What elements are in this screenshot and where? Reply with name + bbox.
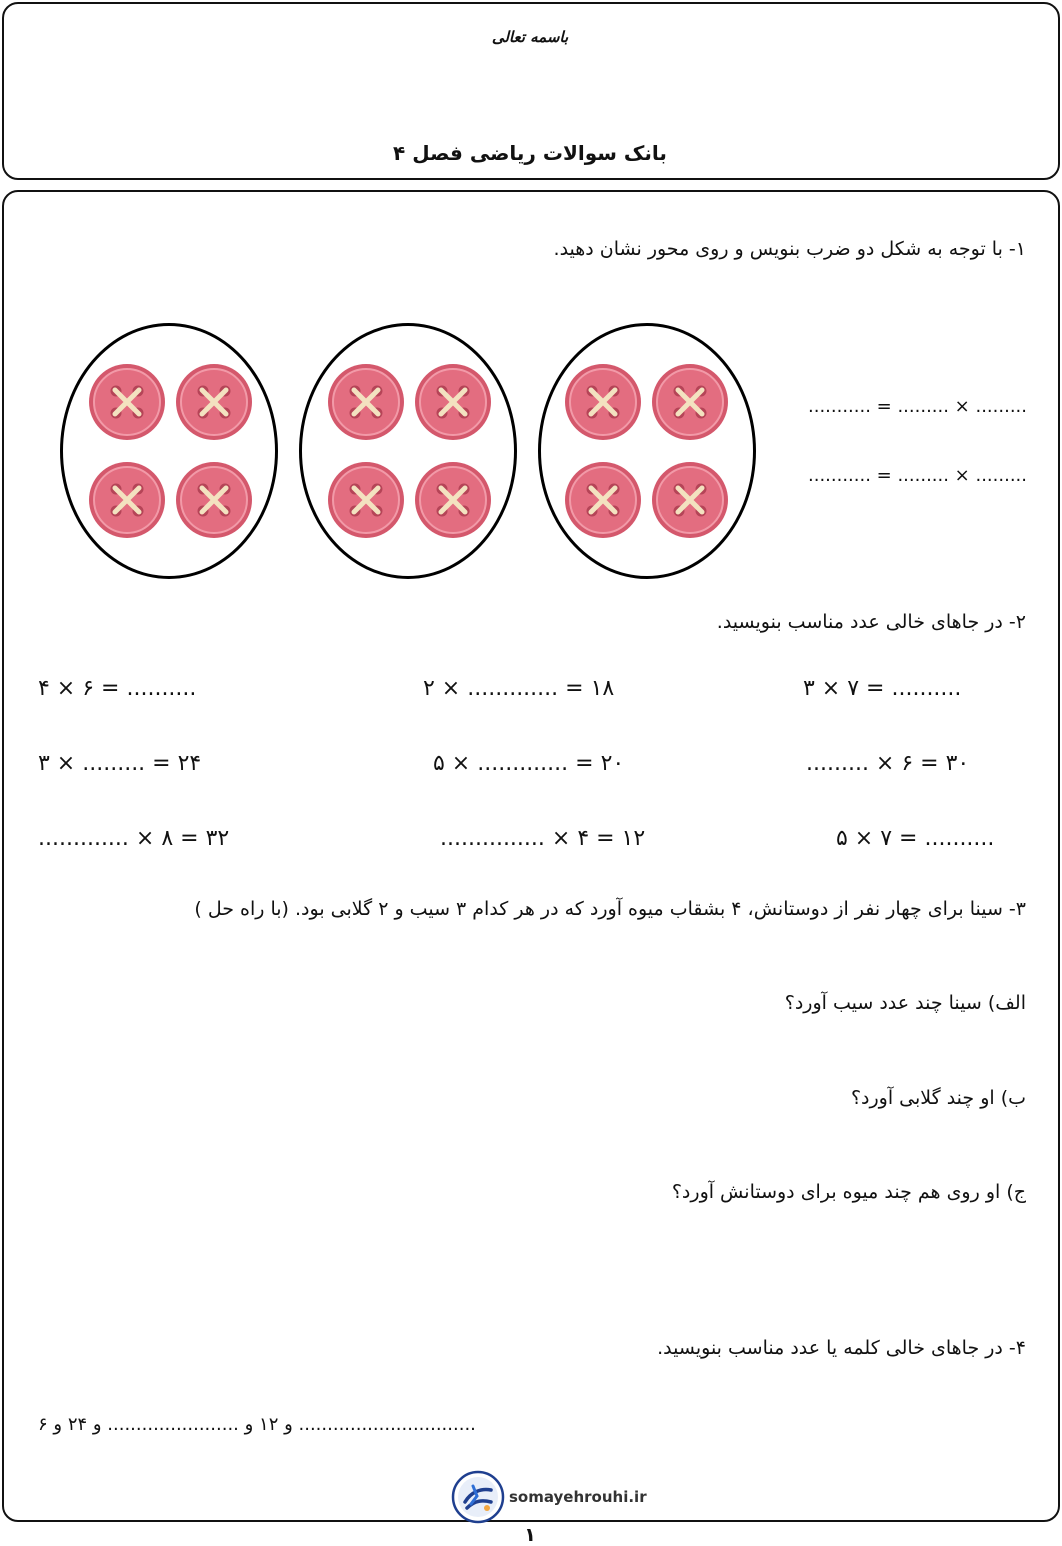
q2-item: ......... × ۶ = ۳۰ <box>806 751 970 776</box>
button-icon <box>564 363 642 445</box>
q2-item: ............. × ۸ = ۳۲ <box>38 826 230 851</box>
q2-item: ۳ × ۷ = .......... <box>803 676 962 701</box>
button-icon <box>564 461 642 543</box>
button-icon <box>651 363 729 445</box>
q3-part-c: ج) او روی هم چند میوه برای دوستانش آورد؟ <box>671 1181 1026 1203</box>
q2-prompt: ۲- در جاهای خالی عدد مناسب بنویسید. <box>716 611 1026 633</box>
button-icon <box>414 461 492 543</box>
q2-item: ۵ × ............. = ۲۰ <box>433 751 625 776</box>
q3-part-b: ب) او چند گلابی آورد؟ <box>850 1087 1026 1109</box>
button-icon <box>651 461 729 543</box>
website-link[interactable]: somayehrouhi.ir <box>509 1488 647 1506</box>
q1-equation-1: ........... = ......... × ......... <box>808 396 1027 417</box>
q1-equation-2: ........... = ......... × ......... <box>808 465 1027 486</box>
button-icon <box>88 461 166 543</box>
button-icon <box>88 363 166 445</box>
button-icon <box>175 363 253 445</box>
q2-item: ۴ × ۶ = .......... <box>38 676 197 701</box>
invocation: باسمه تعالی <box>491 28 569 46</box>
logo-icon <box>451 1470 505 1524</box>
q2-item: ۵ × ۷ = .......... <box>836 826 995 851</box>
q3-prompt: ۳- سینا برای چهار نفر از دوستانش، ۴ بشقاب میوه آورد که در هر کدام ۳ سیب و ۲ گلابی بود. (با راه حل ) <box>194 898 1026 920</box>
page-number: ۱ <box>524 1524 536 1546</box>
button-icon <box>327 363 405 445</box>
page-title: بانک سوالات ریاضی فصل ۴ <box>393 141 667 165</box>
q4-sequence: ۶ و ۱۲ و ....................... و ۲۴ و ............................... <box>38 1414 476 1435</box>
button-icon <box>414 363 492 445</box>
q1-prompt: ۱- با توجه به شکل دو ضرب بنویس و روی محور نشان دهید. <box>553 238 1026 260</box>
q3-part-a: الف) سینا چند عدد سیب آورد؟ <box>784 992 1026 1014</box>
q2-item: ۳ × ......... = ۲۴ <box>38 751 202 776</box>
button-icon <box>327 461 405 543</box>
q2-item: ............... × ۴ = ۱۲ <box>440 826 646 851</box>
button-icon <box>175 461 253 543</box>
q2-item: ۲ × ............. = ۱۸ <box>423 676 615 701</box>
q4-prompt: ۴- در جاهای خالی کلمه یا عدد مناسب بنویسید. <box>657 1337 1026 1359</box>
